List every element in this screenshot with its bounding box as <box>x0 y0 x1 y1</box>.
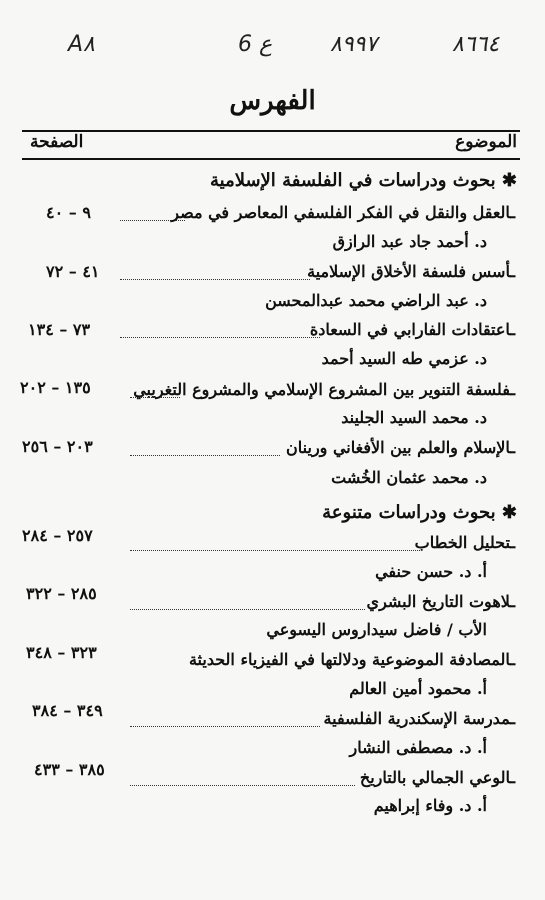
entry-pages: ٣٤٩ – ٣٨٤ <box>32 701 103 720</box>
handwritten-mark: ع 6 <box>238 32 273 57</box>
entry-pages: ٧٣ – ١٣٤ <box>28 320 91 339</box>
entry-author: د. محمد عثمان الخُشت <box>331 468 487 487</box>
column-header-page: الصفحة <box>30 132 84 152</box>
entry-title: ـالمصادفة الموضوعية ودلالتها في الفيزياء الحديثة <box>188 650 515 669</box>
entry-title: ـفلسفة التنوير بين المشروع الإسلامي والمشروع التغريبي <box>133 380 515 399</box>
entry-author: أ. د. حسن حنفي <box>375 562 487 581</box>
entry-pages: ٩ – ٤٠ <box>46 203 91 222</box>
entry-title: ـلاهوت التاريخ البشري <box>366 592 515 611</box>
leader-dots <box>120 337 320 338</box>
entry-title: ـاعتقادات الفارابي في السعادة <box>309 320 515 339</box>
toc-entry[interactable] <box>120 262 515 286</box>
handwritten-number-left: A٨ <box>68 32 95 57</box>
entry-title: ـالإسلام والعلم بين الأفغاني ورينان <box>286 438 515 457</box>
entry-title: ـالوعي الجمالي بالتاريخ <box>359 768 515 787</box>
toc-entry[interactable] <box>130 592 515 616</box>
leader-dots <box>130 785 355 786</box>
header-top-rule <box>22 130 520 132</box>
toc-entry[interactable] <box>130 438 515 462</box>
toc-entry[interactable] <box>120 203 515 227</box>
toc-entry[interactable] <box>130 533 515 557</box>
entry-pages: ٣٢٣ – ٣٤٨ <box>26 643 97 662</box>
toc-entry[interactable] <box>130 650 515 674</box>
entry-title: ـتحليل الخطاب <box>414 533 515 552</box>
page-title: الفهرس <box>229 86 316 116</box>
column-header-topic: الموضوع <box>455 132 517 152</box>
leader-dots <box>130 550 420 551</box>
entry-pages: ٢٥٧ – ٢٨٤ <box>22 526 93 545</box>
toc-entry[interactable] <box>130 380 515 404</box>
leader-dots <box>120 279 310 280</box>
section-heading: ✱ بحوث ودراسات في الفلسفة الإسلامية <box>210 170 517 191</box>
toc-entry[interactable] <box>130 709 515 733</box>
entry-author: أ. د. مصطفى النشار <box>349 738 487 757</box>
entry-author: د. محمد السيد الجليند <box>341 408 487 427</box>
header-bottom-rule <box>22 158 520 160</box>
section-bullet-icon: ✱ <box>495 170 517 191</box>
entry-author: د. عزمي طه السيد أحمد <box>321 349 487 368</box>
handwritten-number-right: ٨٦٦٤ <box>452 32 500 57</box>
entry-pages: ٤١ – ٧٢ <box>46 262 100 281</box>
entry-author: د. عبد الراضي محمد عبدالمحسن <box>265 291 487 310</box>
toc-entry[interactable] <box>120 320 515 344</box>
entry-pages: ٣٨٥ – ٤٣٣ <box>34 760 105 779</box>
entry-title: ـمدرسة الإسكندرية الفلسفية <box>323 709 515 728</box>
leader-dots <box>130 455 280 456</box>
section-bullet-icon: ✱ <box>495 502 517 523</box>
entry-author: أ. محمود أمين العالم <box>349 679 487 698</box>
entry-title: ـالعقل والنقل في الفكر الفلسفي المعاصر في مصر <box>171 203 515 222</box>
section-heading: ✱ بحوث ودراسات متنوعة <box>322 502 517 523</box>
entry-pages: ١٣٥ – ٢٠٢ <box>20 378 91 397</box>
toc-entry[interactable] <box>130 768 515 792</box>
entry-pages: ٢٨٥ – ٣٢٢ <box>26 584 97 603</box>
leader-dots <box>130 609 365 610</box>
entry-title: ـأسس فلسفة الأخلاق الإسلامية <box>307 262 515 281</box>
handwritten-number-middle: ٨٩٩٧ <box>330 32 378 57</box>
entry-author: أ. د. وفاء إبراهيم <box>373 796 487 815</box>
entry-pages: ٢٠٣ – ٢٥٦ <box>22 437 93 456</box>
entry-author: د. أحمد جاد عبد الرازق <box>332 232 487 251</box>
entry-author: الأب / فاضل سيداروس اليسوعي <box>266 620 487 639</box>
leader-dots <box>130 726 320 727</box>
